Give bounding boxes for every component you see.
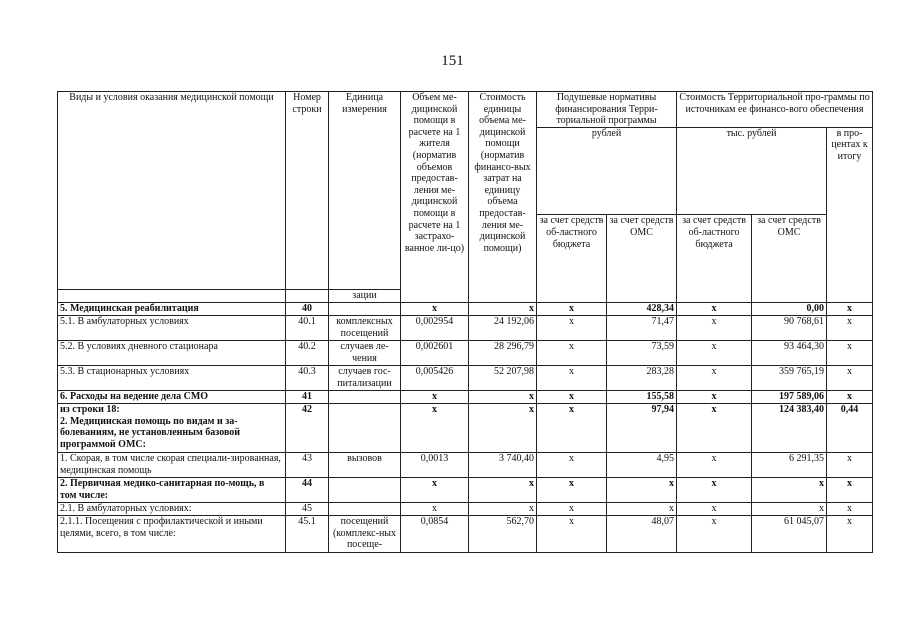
row-percent: х [827, 303, 873, 316]
table-row [58, 478, 873, 503]
row-unit [329, 404, 401, 453]
header-norm-oms: за счет средств ОМС [607, 215, 677, 303]
header-kind: Виды и условия оказания медицинской помощи [58, 92, 286, 290]
row-total-budget: х [677, 478, 752, 503]
row-total-oms: 90 768,61 [752, 316, 827, 341]
row-total-budget: х [677, 404, 752, 453]
row-norm-budget: х [537, 366, 607, 391]
row-unit: комплексных посещений [329, 316, 401, 341]
table-row [58, 453, 873, 478]
row-number: 42 [286, 404, 329, 453]
row-name: 5.2. В условиях дневного стационара [58, 341, 286, 366]
row-cost: х [469, 503, 537, 516]
row-number: 45.1 [286, 516, 329, 553]
row-number: 40.1 [286, 316, 329, 341]
row-norm-oms: 283,28 [607, 366, 677, 391]
row-name: 5. Медицинская реабилитация [58, 303, 286, 316]
row-total-budget: х [677, 453, 752, 478]
row-total-budget: х [677, 391, 752, 404]
row-unit: посещений (комплекс-ных посеще- [329, 516, 401, 553]
header-total-unit: тыс. рублей [677, 127, 827, 215]
row-norm-oms: 428,34 [607, 303, 677, 316]
row-cost: 562,70 [469, 516, 537, 553]
row-name: 5.1. В амбулаторных условиях [58, 316, 286, 341]
row-volume: 0,002954 [401, 316, 469, 341]
row-percent: х [827, 391, 873, 404]
row-name: 2.1.1. Посещения с профилактической и иными целями, всего, в том числе: [58, 516, 286, 553]
row-norm-budget: х [537, 516, 607, 553]
row-volume: х [401, 303, 469, 316]
row-volume: х [401, 404, 469, 453]
row-norm-oms: 155,58 [607, 391, 677, 404]
row-unit [329, 303, 401, 316]
header-row-number: Номер строки [286, 92, 329, 290]
row-norm-budget: х [537, 404, 607, 453]
row-cost: х [469, 478, 537, 503]
row-name: 5.3. В стационарных условиях [58, 366, 286, 391]
row-unit [329, 391, 401, 404]
row-cost: х [469, 303, 537, 316]
row-total-oms: х [752, 503, 827, 516]
row-number: 40.3 [286, 366, 329, 391]
row-percent: х [827, 316, 873, 341]
header-total: Стоимость Территориальной про-граммы по источникам ее финансо-вого обеспечения [677, 92, 873, 128]
row-number: 40.2 [286, 341, 329, 366]
table-row [58, 303, 873, 316]
row-cost: 3 740,40 [469, 453, 537, 478]
row-number: 40 [286, 303, 329, 316]
row-total-oms: 61 045,07 [752, 516, 827, 553]
row-norm-budget: х [537, 478, 607, 503]
row-unit [329, 478, 401, 503]
header-volume: Объем ме-дицинской помощи в расчете на 1 жителя (норматив объемов предостав-ления ме-дицинской помощи в расчете на 1 застрахо-ванное ли-цо) [401, 92, 469, 303]
row-unit: случаев ле-чения [329, 341, 401, 366]
row-total-oms: 359 765,19 [752, 366, 827, 391]
row-percent: х [827, 453, 873, 478]
row-unit [329, 503, 401, 516]
row-total-budget: х [677, 503, 752, 516]
row-percent: х [827, 478, 873, 503]
row-cost: х [469, 391, 537, 404]
row-total-oms: 0,00 [752, 303, 827, 316]
header-unit-continued: зации [329, 290, 401, 303]
row-norm-oms: 73,59 [607, 341, 677, 366]
row-volume: 0,0013 [401, 453, 469, 478]
row-total-oms: 124 383,40 [752, 404, 827, 453]
row-name: 1. Скорая, в том числе скорая специали-зированная, медицинская помощь [58, 453, 286, 478]
row-norm-oms: х [607, 478, 677, 503]
row-number: 44 [286, 478, 329, 503]
header-norms-unit: рублей [537, 127, 677, 215]
row-percent: х [827, 366, 873, 391]
header-norms: Подушевые нормативы финансирования Терри-ториальной программы [537, 92, 677, 128]
row-norm-budget: х [537, 391, 607, 404]
table-row [58, 391, 873, 404]
row-total-budget: х [677, 303, 752, 316]
row-total-oms: 6 291,35 [752, 453, 827, 478]
row-total-budget: х [677, 366, 752, 391]
table-row [58, 404, 873, 453]
row-cost: 24 192,06 [469, 316, 537, 341]
row-name: 6. Расходы на ведение дела СМО [58, 391, 286, 404]
row-percent: х [827, 341, 873, 366]
row-norm-budget: х [537, 453, 607, 478]
row-cost: 52 207,98 [469, 366, 537, 391]
table-row [58, 516, 873, 553]
row-volume: х [401, 391, 469, 404]
financing-table [57, 91, 873, 553]
row-volume: х [401, 478, 469, 503]
row-number: 45 [286, 503, 329, 516]
row-total-oms: 197 589,06 [752, 391, 827, 404]
header-cost: Стоимость единицы объема ме-дицинской помощи (норматив финансо-вых затрат на единицу объема предостав-ления ме-дицинской помощи) [469, 92, 537, 303]
header-norm-budget: за счет средств об-ластного бюджета [537, 215, 607, 303]
row-volume: х [401, 503, 469, 516]
row-total-oms: х [752, 478, 827, 503]
row-total-budget: х [677, 341, 752, 366]
row-unit: случаев гос-питализации [329, 366, 401, 391]
row-percent: х [827, 516, 873, 553]
row-percent: 0,44 [827, 404, 873, 453]
table-row [58, 366, 873, 391]
page-number: 151 [441, 53, 464, 69]
row-volume: 0,0854 [401, 516, 469, 553]
row-total-budget: х [677, 316, 752, 341]
row-norm-oms: 48,07 [607, 516, 677, 553]
row-unit: вызовов [329, 453, 401, 478]
row-total-oms: 93 464,30 [752, 341, 827, 366]
row-norm-oms: х [607, 503, 677, 516]
row-volume: 0,005426 [401, 366, 469, 391]
row-norm-oms: 97,94 [607, 404, 677, 453]
row-norm-oms: 4,95 [607, 453, 677, 478]
header-total-budget: за счет средств об-ластного бюджета [677, 215, 752, 303]
row-norm-budget: х [537, 341, 607, 366]
row-norm-oms: 71,47 [607, 316, 677, 341]
row-percent: х [827, 503, 873, 516]
row-cost: 28 296,79 [469, 341, 537, 366]
header-unit: Единица измерения [329, 92, 401, 290]
data-rows [58, 303, 873, 553]
row-total-budget: х [677, 516, 752, 553]
row-volume: 0,002601 [401, 341, 469, 366]
table-row [58, 341, 873, 366]
row-norm-budget: х [537, 303, 607, 316]
row-number: 41 [286, 391, 329, 404]
row-name: 2. Первичная медико-санитарная по-мощь, в том числе: [58, 478, 286, 503]
row-number: 43 [286, 453, 329, 478]
row-norm-budget: х [537, 316, 607, 341]
row-name: из строки 18: 2. Медицинская помощь по видам и за-болеваниям, не установленным базовой программой ОМС: [58, 404, 286, 453]
header-row-1 [58, 92, 873, 128]
row-name: 2.1. В амбулаторных условиях: [58, 503, 286, 516]
table-row [58, 503, 873, 516]
header-total-oms: за счет средств ОМС [752, 215, 827, 303]
row-cost: х [469, 404, 537, 453]
header-percent: в про-центах к итогу [827, 127, 873, 302]
table-row [58, 316, 873, 341]
row-norm-budget: х [537, 503, 607, 516]
